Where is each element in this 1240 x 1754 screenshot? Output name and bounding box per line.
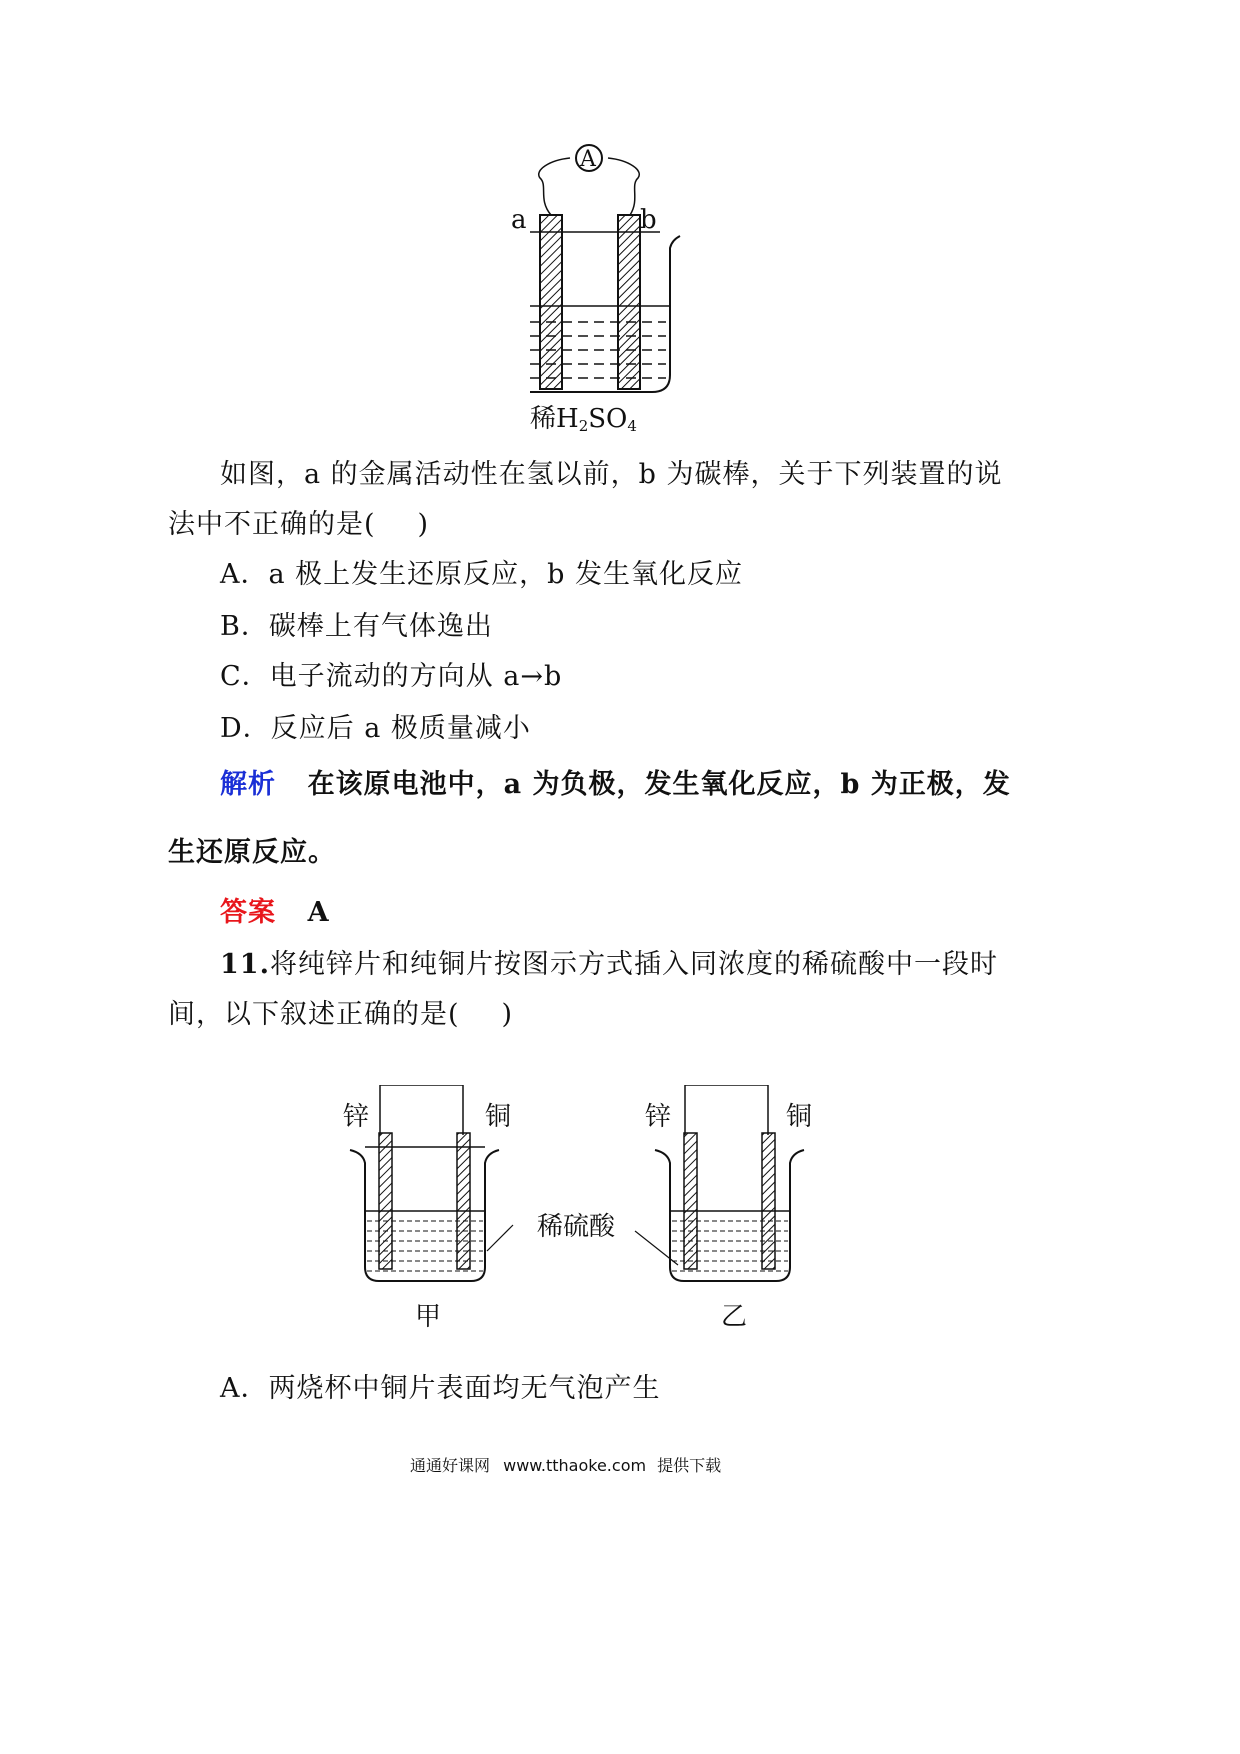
electrode-b [618,215,640,389]
q10-answer [220,896,330,930]
analysis-text: 在该原电池中，a 为负极，发生氧化反应，b 为正极，发 [307,769,1011,800]
q10-stem-line1: 如图，a 的金属活动性在氢以前，b 为碳棒，关于下列装置的说 [220,459,1003,490]
wire-right [608,158,639,215]
copper-plate-yi [762,1133,775,1269]
copper-plate-jia [457,1133,470,1269]
q10-analysis-line1 [220,768,1011,802]
answer-value: A [307,897,330,928]
q10-option-a: A．a 极上发生还原反应，b 发生氧化反应 [220,559,744,590]
analysis-label: 解析 [220,769,276,800]
footer [410,1456,721,1476]
q11-option-a: A．两烧杯中铜片表面均无气泡产生 [220,1373,661,1404]
two-beakers-diagram [345,1085,825,1305]
q11-number: 11. [220,949,270,980]
label-copper-jia: 铜 [485,1102,512,1132]
label-zinc-yi: 锌 [645,1102,672,1132]
q10-option-b: B．碳棒上有气体逸出 [220,611,493,642]
electrode-a [540,215,562,389]
zinc-plate-yi [684,1133,697,1269]
caption-jia: 甲 [415,1302,442,1332]
footer-url[interactable]: www.tthaoke.com [503,1456,647,1475]
q10-analysis-line2: 生还原反应。 [168,837,336,868]
ammeter-label: A [580,147,596,172]
caption-yi: 乙 [721,1302,748,1332]
label-zinc-jia: 锌 [343,1102,370,1132]
electrode-a-label: a [511,205,527,235]
q10-option-c: C．电子流动的方向从 a→b [220,661,563,692]
q10-stem-line2: 法中不正确的是( ) [168,509,430,540]
label-copper-yi: 铜 [786,1102,813,1132]
figure1-caption: 稀$H_2SO_4$ [530,404,637,435]
q11-stem-line2: 间，以下叙述正确的是( ) [168,999,514,1030]
footer-site-name: 通通好课网 [410,1456,491,1475]
electrode-b-label: b [640,205,657,235]
wire-left [539,158,570,215]
footer-suffix: 提供下载 [657,1456,722,1475]
q11-stem-line1: 11.将纯锌片和纯铜片按图示方式插入同浓度的稀硫酸中一段时 [220,949,998,980]
q10-option-d: D．反应后 a 极质量减小 [220,713,531,744]
label-dilute-acid: 稀硫酸 [537,1212,616,1242]
answer-label: 答案 [220,897,276,928]
galvanic-cell-diagram [530,140,790,440]
zinc-plate-jia [379,1133,392,1269]
